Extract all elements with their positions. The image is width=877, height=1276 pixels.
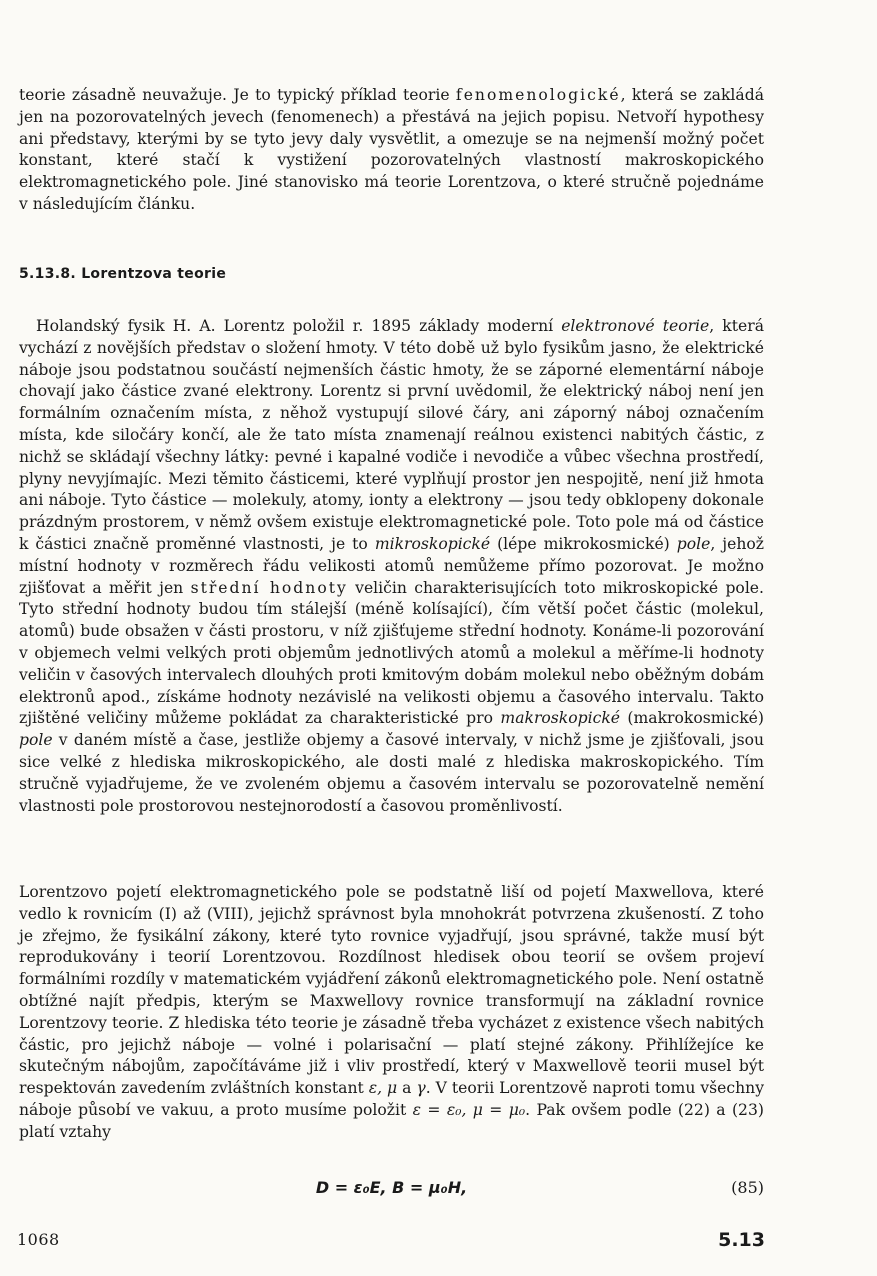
p1-italic-electron-theory: elektronové teorie: [561, 317, 710, 335]
p1-text-d: , jehož místní hodnoty v rozměrech řádu velikosti atomů nemůžeme přímo pozorovat. Je možno zjišťovat a měřit jen: [19, 534, 765, 597]
p1-text-a: Holandský fysik H. A. Lorentz položil r. 1895 základy moderní: [36, 317, 562, 335]
p1-text-b: , která vychází z novějších představ o složení hmoty. V této době už bylo fysikům jasno, že elektrické náboje jsou podstatnou součástí nejmenších částic hmoty, že se záporné elementární náboje chovají jako částice zvané elektrony. Lorentz si první uvědomil, že elektrický náboj není jen formálním označením místa, z něhož vystupují silové čáry, ani záporný náboj označením místa, kde siločáry končí, ale že tato místa znamenají reálnou existenci nabitých částic, z nichž se skládají všechny látky: pevné i kapalné vodiče i nevodiče a vůbec všechna prostředí, plyny nevyjímajíc. Mezi těmito částicemi, které vyplňují prostor jen nespojitě, není již hmota ani náboje. Tyto částice — molekuly, atomy, ionty a elektrony — jsou tedy obklopeny dokonale prázdným prostorem, v němž ovšem existuje elektromagnetické pole. Toto pole má od částice k částici značně proměnné vlastnosti, je to: [19, 317, 764, 553]
p2-text-a: Lorentzovo pojetí elektromagnetického pole se podstatně liší od pojetí Maxwellova, které vedlo k rovnicím (I) až (VIII), jejichž správnost byla mnohokrát potvrzena zkušeností. Z toho je zřejmo, že fysikální zákony, které tyto rovnice vyjadřují, jsou správné, takže musí být reprodukovány i teorií Lorentzovou. Rozdílnost hledisek obou teorií se ovšem projeví formálními rozdíly v matematickém vyjádření zákonů elektromagnetického pole. Není ostatně obtížné najít předpis, kterým se Maxwellovy rovnice transformují na základní rovnice Lorentzovy teorie. Z hlediska této teorie je zásadně třeba vycházet z existence všech nabitých částic, pro jejichž náboje — volné i polarisační — platí stejné zákony. Přihlížejíce ke skutečným nábojům, započítáváme již i vliv prostředí, který v Maxwellově teorii musel být respektován zavedením zvláštních konstant: [19, 883, 764, 1098]
p1-italic-microscopic: mikroskopické: [374, 534, 491, 553]
page-number: 1068: [17, 1230, 60, 1249]
p2-math-vacuum: ε = ε₀, μ = μ₀: [412, 1100, 526, 1119]
p1-text-e: veličin charakterisujících toto mikroskopické pole. Tyto střední hodnoty budou tím stálejší (méně kolísající), čím větší počet částic (molekul, atomů) bude obsažen v části prostoru, v níž zjišťujeme střední hodnoty. Konáme-li pozorování v objemech velmi velkých proti objemům jednotlivých atomů a molekul a měříme-li hodnoty veličin v časových intervalech dlouhých proti kmitovým dobám molekul nebo oběžným dobám elektronů apod., získáme hodnoty nezávislé na velikosti objemu a časového intervalu. Takto zjištěné veličiny můžeme pokládat za charakteristické pro: [19, 578, 764, 728]
p2-text-b: a: [397, 1079, 417, 1098]
p1-italic-pole: pole: [676, 534, 711, 553]
p2-text-d: . Pak ovšem podle (22) a (23) platí vztahy: [19, 1100, 764, 1141]
p1-italic-macroscopic: makroskopické: [500, 709, 621, 728]
p1-text-c: (lépe mikrokosmické): [490, 534, 677, 553]
p2-text-c: . V teorii Lorentzově naproti tomu všechny náboje působí ve vakuu, a proto musíme položit: [19, 1079, 764, 1119]
lorentz-paragraph: [19, 316, 764, 817]
intro-emphasis: fenomenologické: [455, 86, 621, 104]
p2-math-gamma: γ: [416, 1079, 426, 1098]
equation-number: (85): [731, 1178, 764, 1197]
section-heading: 5.13.8. Lorentzova teorie: [19, 266, 227, 282]
p2-math-eps-mu: ε, μ: [368, 1079, 398, 1098]
intro-text-b: , která se zakládá jen na pozorovatelných jevech (fenomenech) a přestává na jejich popisu. Netvoří hypothesy ani představy, kterými by se tyto jevy daly vysvětlit, a omezuje se na nejmenší možný počet konstant, které stačí k vystižení pozorovatelných vlastností makroskopického elektromagnetického pole. Jiné stanovisko má teorie Lorentzova, o které stručně pojednáme v následujícím článku.: [19, 86, 764, 213]
equation-85: [19, 1178, 764, 1202]
section-marker: 5.13: [718, 1229, 765, 1251]
intro-paragraph: [19, 85, 764, 216]
equation-formula: D = ε₀E, B = μ₀H,: [315, 1178, 468, 1197]
maxwell-comparison-paragraph: [19, 882, 764, 1144]
intro-text-a: teorie zásadně neuvažuje. Je to typický příklad teorie: [19, 86, 456, 104]
p1-text-g: v daném místě a čase, jestliže objemy a časové intervaly, v nichž jsme je zjišťovali, jsou sice velké z hlediska mikroskopického, ale dosti malé z hlediska makroskopického. Tím stručně vyjadřujeme, že ve zvoleném objemu a časovém intervalu se pozorovatelně nemění vlastnosti pole prostorovou nestejnorodostí a časovou proměnlivostí.: [19, 731, 764, 815]
p1-spaced-mean-values: střední hodnoty: [190, 578, 348, 597]
p1-text-f: (makrokosmické): [620, 709, 764, 728]
p1-italic-pole-2: pole: [19, 731, 53, 750]
